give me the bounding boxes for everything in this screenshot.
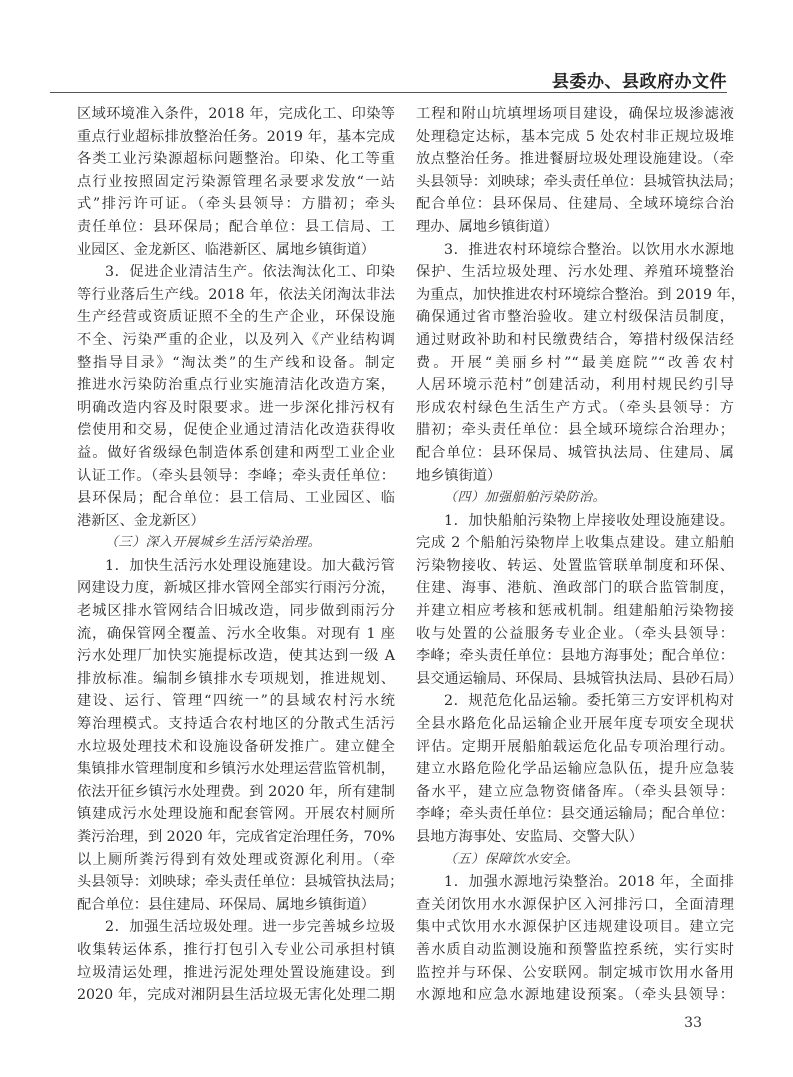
text-line: 垃圾清运处理，推进污泥处理处置设施建设。到 <box>77 964 395 981</box>
text-line: 依法开征乡镇污水处理费。到 2020 年，所有建制 <box>77 783 395 800</box>
text-line: 重点行业超标排放整治任务。2019 年，基本完成 <box>77 128 395 145</box>
text-line: 水源地和应急水源地建设预案。（牵头县领导： <box>416 987 734 1004</box>
text-line: 建设、运行、管理“四统一”的县域农村污水统 <box>77 693 395 710</box>
text-line: 集中式饮用水水源保护区违规建设项目。建立完 <box>416 919 734 936</box>
text-line: 认证工作。（牵头县领导：李峰；牵头责任单位： <box>77 467 395 484</box>
text-line: 备水平，建立应急物资储备库。（牵头县领导： <box>416 783 734 800</box>
header-divider <box>50 92 727 93</box>
text-line: 集镇排水管理制度和乡镇污水处理运营监管机制， <box>77 761 395 778</box>
text-line: 污水处理厂加快实施提标改造，使其达到一级 A <box>77 648 395 665</box>
paragraph-end-line: 县地方海事处、安监局、交警大队） <box>416 829 644 845</box>
text-line: 点行业按照固定污染源管理名录要求发放“一站 <box>77 173 395 190</box>
text-line: 收集转运体系，推行打包引入专业公司承担村镇 <box>77 941 395 958</box>
text-line: 头县领导：刘映球；牵头责任单位：县城管执法局； <box>77 874 404 891</box>
text-line: 排放标准。编制乡镇排水专项规划，推进规划、 <box>77 670 395 687</box>
paragraph-start-line: 2．规范危化品运输。委托第三方安评机构对 <box>444 693 734 710</box>
text-line: 镇建成污水处理设施和配套管网。开展农村厕所 <box>77 806 395 823</box>
text-line: 李峰；牵头责任单位：县交通运输局；配合单位： <box>416 806 734 823</box>
text-line: 筹治理模式。支持适合农村地区的分散式生活污 <box>77 716 395 733</box>
text-line: 建立水路危险化学品运输应急队伍，提升应急装 <box>416 761 734 778</box>
text-line: 网建设力度，新城区排水管网全部实行雨污分流， <box>77 580 395 597</box>
text-line: 李峰；牵头责任单位：县地方海事处；配合单位： <box>416 648 734 665</box>
text-line: 责任单位：县环保局；配合单位：县工信局、工 <box>77 218 395 235</box>
text-line: 老城区排水管网结合旧城改造，同步做到雨污分 <box>77 603 395 620</box>
text-line: 工程和附山坑填埋场项目建设，确保垃圾渗滤液 <box>416 106 734 122</box>
paragraph-end-line: 配合单位：县住建局、环保局、属地乡镇街道） <box>77 896 375 913</box>
text-line: 式”排污许可证。（牵头县领导：方腊初；牵头 <box>77 196 395 213</box>
text-line: 放点整治任务。推进餐厨垃圾处理设施建设。（牵 <box>416 151 734 168</box>
section-heading: （四）加强船舶污染防治。 <box>444 490 607 506</box>
text-line: 费。开展“美丽乡村”“最美庭院”“改善农村 <box>416 354 734 371</box>
left-column <box>77 103 404 1007</box>
text-line: 以上厕所粪污得到有效处理或资源化利用。（牵 <box>77 851 395 868</box>
paragraph-start-line: 1．加强水源地污染整治。2018 年，全面排 <box>444 874 734 891</box>
right-column <box>416 103 745 1007</box>
text-line: 监控并与环保、公安联网。制定城市饮用水备用 <box>416 964 734 981</box>
text-line: 善水质自动监测设施和预警监控系统，实行实时 <box>416 941 734 958</box>
paragraph-start-line: 3．推进农村环境综合整治。以饮用水水源地 <box>444 241 734 258</box>
paragraph-start-line: 1．加快生活污水处理设施建设。加大截污管 <box>105 557 395 574</box>
section-heading: （五）保障饮水安全。 <box>444 851 580 867</box>
text-line: 县环保局；配合单位：县工信局、工业园区、临 <box>77 490 395 507</box>
text-line: 人居环境示范村”创建活动，利用村规民约引导 <box>416 377 734 394</box>
text-line: 完成 2 个船舶污染物岸上收集点建设。建立船舶 <box>416 535 734 552</box>
text-line: 通过财政补助和村民缴费结合，筹措村级保洁经 <box>416 331 734 348</box>
text-line: 确保通过省市整治验收。建立村级保洁员制度， <box>416 309 734 326</box>
text-line: 形成农村绿色生活生产方式。（牵头县领导：方 <box>416 399 734 416</box>
text-line: 各类工业污染源超标问题整治。印染、化工等重 <box>77 151 395 168</box>
paragraph-end-line: 业园区、金龙新区、临港新区、属地乡镇街道） <box>77 241 375 258</box>
text-line: 配合单位：县环保局、城管执法局、住建局、属 <box>416 444 734 461</box>
text-line: 污染物接收、转运、处置监管联单制度和环保、 <box>416 557 734 574</box>
section-heading: （三）深入开展城乡生活污染治理。 <box>105 535 322 551</box>
text-line: 不全、污染严重的企业，以及列入《产业结构调 <box>77 331 395 348</box>
text-line: 并建立相应考核和惩戒机制。组建船舶污染物接 <box>416 603 734 620</box>
text-line: 配合单位：县环保局、住建局、全域环境综合治 <box>416 196 734 213</box>
header-title: 县委办、县政府办文件 <box>552 72 727 92</box>
paragraph-start-line: 3．促进企业清洁生产。依法淘汰化工、印染 <box>105 264 395 281</box>
text-line: 等行业落后生产线。2018 年，依法关闭淘汰非法 <box>77 286 395 303</box>
text-line: 查关闭饮用水水源保护区入河排污口，全面清理 <box>416 896 734 913</box>
text-line: 处理稳定达标，基本完成 5 处农村非正规垃圾堆 <box>416 128 734 145</box>
text-line: 收与处置的公益服务专业企业。（牵头县领导： <box>416 625 734 642</box>
paragraph-end-line: 地乡镇街道） <box>416 467 502 484</box>
paragraph-end-line: 港新区、金龙新区） <box>77 512 205 529</box>
page-number: 33 <box>684 1015 702 1031</box>
text-line: 生产经营或资质证照不全的生产企业，环保设施 <box>77 309 395 326</box>
text-line: 县交通运输局、环保局、县城管执法局、县砂石局） <box>416 670 743 687</box>
paragraph-end-line: 理办、属地乡镇街道） <box>416 218 558 235</box>
text-line: 整指导目录》“淘汰类”的生产线和设备。制定 <box>77 354 395 371</box>
text-line: 推进水污染防治重点行业实施清洁化改造方案， <box>77 377 395 394</box>
text-line: 流，确保管网全覆盖、污水全收集。对现有 1 座 <box>77 625 395 642</box>
text-line: 水垃圾处理技术和设施设备研发推广。建立健全 <box>77 738 395 755</box>
text-line: 区域环境准入条件，2018 年，完成化工、印染等 <box>77 106 395 122</box>
text-line: 偿使用和交易，促使企业通过清洁化改造获得收 <box>77 422 395 439</box>
paragraph-start-line: 1．加快船舶污染物上岸接收处理设施建设。 <box>444 512 734 529</box>
text-line: 住建、海事、港航、渔政部门的联合监管制度， <box>416 580 734 597</box>
text-line: 明确改造内容及时限要求。进一步深化排污权有 <box>77 399 395 416</box>
text-line: 2020 年，完成对湘阴县生活垃圾无害化处理二期 <box>77 987 395 1004</box>
text-line: 全县水路危化品运输企业开展年度专项安全现状 <box>416 716 734 733</box>
text-line: 为重点，加快推进农村环境综合整治。到 2019 年， <box>416 286 745 303</box>
text-line: 头县领导：刘映球；牵头责任单位：县城管执法局； <box>416 173 743 190</box>
text-line: 益。做好省级绿色制造体系创建和两型工业企业 <box>77 444 395 461</box>
paragraph-start-line: 2．加强生活垃圾处理。进一步完善城乡垃圾 <box>105 919 395 936</box>
text-line: 保护、生活垃圾处理、污水处理、养殖环境整治 <box>416 264 734 281</box>
text-line: 粪污治理，到 2020 年，完成省定治理任务，70% <box>77 829 395 845</box>
text-line: 评估。定期开展船舶载运危化品专项治理行动。 <box>416 738 734 755</box>
text-line: 腊初；牵头责任单位：县全域环境综合治理办； <box>416 422 734 439</box>
